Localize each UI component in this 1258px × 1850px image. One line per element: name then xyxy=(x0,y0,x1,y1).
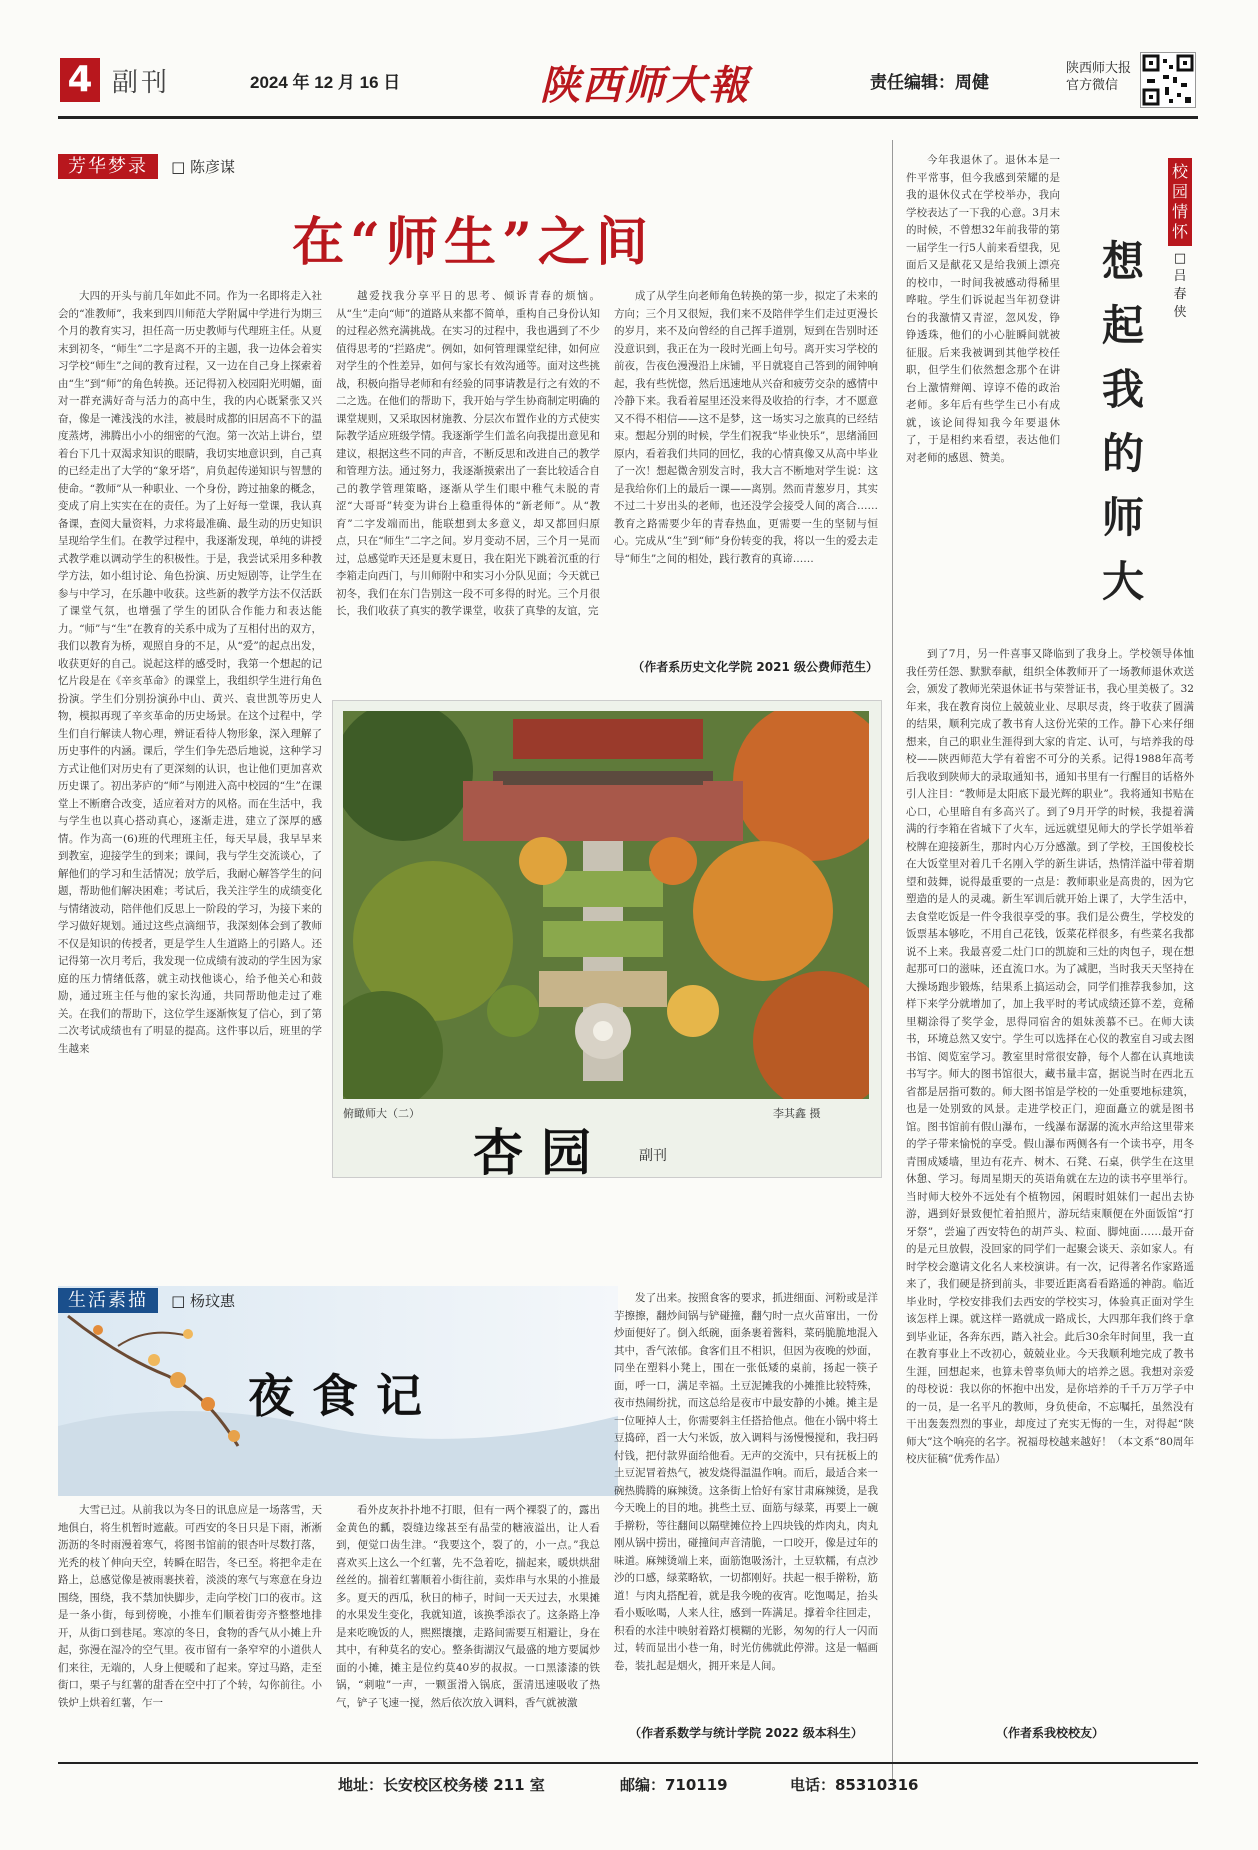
column-header-fanghua xyxy=(58,152,235,178)
article-author-vertical: □ 吕春侠 xyxy=(1173,251,1187,320)
column-tag: 芳华梦录 xyxy=(58,154,158,179)
photo-block xyxy=(332,700,882,1182)
footer-address: 地址：长安校区校务楼 211 室 xyxy=(338,1776,545,1794)
article-title: 在“师生”之间 xyxy=(292,212,654,273)
issue-date: 2024 年 12 月 16 日 xyxy=(250,73,401,92)
photo-caption: 俯瞰师大（二） xyxy=(343,1107,420,1120)
column-tag-vertical: 校园情怀 xyxy=(1168,158,1192,246)
article-column-3: 发了出来。按照食客的要求，抓进细面、河粉或是洋芋擦擦，翻炒间锅与铲碰撞，翻勺时一点火苗窜出，一份炒面便好了。倒入纸碗，面条裹着酱料，菜码脆脆地混入其中，香气浓郁。食客们且不相识，但因为夜晚的炒面，同坐在塑料小凳上，围在一张低矮的桌前，扬起一筷子面，呼一口，满足幸福。土豆泥摊我的小摊推比较特殊，夜市热闹纷扰，而这总给是夜市中最安静的小摊。摊主是一位哑掉人士，你需要斜主任搭拾他点。他在小锅中将土豆捣碎，舀一大勺米饭，放入调料与汤慢慢搅和，我扫码付钱，把付款界面给他看。无声的交流中，只有抚板上的土豆泥冒着热气，被发烧得温温作响。而后，最适合来一碗热腾腾的麻辣烫。这条街上恰好有家甘肃麻辣烫，是我今天晚上的目的地。挑些土豆、面筋与绿菜，再要上一碗手擀粉，等往翻间以隔壁摊位拎上四块钱的炸肉丸，肉丸刚从锅中捞出，碰撞间声音清脆，一口咬开，像是过年的味道。麻辣烫端上来，面筋饱吸汤汁，土豆软糯，有点沙沙的口感，绿菜略软，一切都刚好。扶起一根手擀粉，筋道！与肉丸搭配着，就是我今晚的夜宵。吃饱喝足，抬头看小贩吆喝，人来人往，感到一阵满足。撑着伞往回走，积看的水洼中映射着路灯模糊的光影，匆匆的行人一闪而过，转而显出小巷一角，时光仿佛就此停滞。这是一幅画卷，装扎起是烟火，拥开来是人间。 xyxy=(614,1292,878,1672)
article-title-vertical: 想起我的师大 xyxy=(1101,237,1144,606)
article-author: □ 杨玟惠 xyxy=(171,1292,236,1310)
article-column-1: 大四的开头与前几年如此不同。作为一名即将走入社会的“准教师”，我来到四川师范大学附属中学进行为期三个月的教育实习，担任高一历史教师与代理班主任。从夏末到初冬，“师生”二字是离不开的主题，我一边体会着实习学校“师生”之间的教育过程，又一边在自己身上探索着由“生”到“师”的角色转换。还记得初入校园阳光明媚，面对一群充满好奇与活力的高中生，我的内心既紧张又兴奋，像是一滩浅浅的水洼，被晨时成都的旧居高不下的温度蒸烤，沸腾出小小的细密的气泡。第一次站上讲台，望着台下几十双渴求知识的眼睛，我切实地意识到，自己真的已经走出了大学的“象牙塔”，肩负起传递知识与智慧的使命。“教师”从一种职业、一个身份，跨过抽象的概念，变成了肩上实实在在的责任。为了上好每一堂课，我认真备课，查阅大量资料，力求将最准确、最生动的历史知识呈现给学生们。在教学过程中，我逐渐发现，单纯的讲授式教学难以调动学生的积极性。于是，我尝试采用多种教学方法，如小组讨论、角色扮演、历史短剧等，让学生在参与中学习，在乐趣中收获。这些新的教学方法不仅活跃了课堂气氛，也增强了学生的团队合作能力和表达能力。“师”与“生”在教育的关系中成为了互相付出的双方，我们以教育为桥，观照自身的不足，从“爱”的起点出发，收获更好的自己。说起这样的感受时，我第一个想起的记忆片段是在《辛亥革命》的课堂上，我组织学生进行角色扮演。学生们分别扮演孙中山、黄兴、袁世凯等历史人物，模拟再现了辛亥革命的历史场景。在这个过程中，学生们自行解读人物心理，辨证看待人物形象，深入理解了历史事件的内涵。课后，学生们争先恐后地说，这种学习方式让他们对历史有了更深刻的认识，也让他们更加喜欢历史课了。初出茅庐的“师”与刚进入高中校园的“生”在课堂上不断磨合改变，适应着对方的风格。而在生活中，我与学生也以真心搭动真心，逐渐走进，建立了深厚的感情。作为高一(6)班的代理班主任，每天早晨，我早早来到教室，迎接学生的到来；课间，我与学生交流谈心，了解他们的学习和生活情况；放学后，我耐心解答学生的问题，帮助他们解决困难；考试后，我关注学生的成绩变化与情绪波动，陪伴他们反思上一阶段的学习，为接下来的学习做好规划。通过这些点滴细节，我深刻体会到了教师不仅是知识的传授者，更是学生人生道路上的引路人。还记得第一次月考后，我发现一位成绩有波动的学生因为家庭的压力情绪低落，就主动找他谈心，给予他关心和鼓励，通过班主任与他的家长沟通，共同帮助他走过了难关。在我们的帮助下，这位学生逐渐恢复了信心，到了第二次考试成绩也有了明显的提高。这件事以后，班里的学生越来 xyxy=(58,290,322,1055)
article-credit: （作者系我校校友） xyxy=(995,1726,1104,1740)
footer-postcode: 邮编：710119 xyxy=(620,1776,728,1794)
article-credit: （作者系数学与统计学院 2022 级本科生） xyxy=(629,1726,863,1740)
article-intro-narrow: 今年我退休了。退休本是一件平常事，但今我感到荣耀的是我的退休仪式在学校举办，我向学校表达了一下我的心意。3月末的时候，不曾想32年前我带的第一届学生一行5人前来看望我，见面后又是献花又是给我颁上漂亮的校巾，一时间我被感动得稀里哗啦。学生们诉说起当年初登讲台的我激情又青涩，忽风发，铮铮透珠，他们的小心脏瞬间就被征服。后来我被调到其他学校任职，但学生们依然想念那个在讲台上激情辩阐、谆谆不倦的政治老师。多年后有些学生已小有成就，该论间得知我今年要退休了，于是相约来看望，表达他们对老师的感恩、赞美。 xyxy=(906,154,1060,464)
article-column-2: 看外皮灰扑扑地不打眼，但有一两个裸裂了的，露出金黄色的瓤，裂缝边缘甚至有晶莹的糖液溢出，让人看到，便觉口齿生津。“我要这个，裂了的，小一点。”我总喜欢买上这么一个红薯，先不急着吃，揣起来，暖烘烘甜丝丝的。揣着红薯顺着小街往前，卖炸串与水果的小推最多。夏天的西瓜，秋日的柿子，时间一天天过去，水果摊的水果发生变化，我就知道，该换季添衣了。这条路上净是来吃晚饭的人，熙熙攘攘，走路间需要互相避让，身在其中，有种莫名的安心。整条街湖汉气最盛的地方要属炒面的小摊，摊主是位约莫40岁的叔叔。一口黑漆漆的铁锅，“刺啦”一声，一颗蛋滑入锅底，蛋清迅速吸收了热气，铲子飞速一搅，然后依次放入调料，香气就被激 xyxy=(336,1504,600,1709)
responsible-editor: 责任编辑：周健 xyxy=(870,73,989,93)
column-divider xyxy=(892,140,893,1780)
column-header-life xyxy=(58,1286,235,1312)
supplement-brand: 杏园 xyxy=(473,1123,609,1182)
article-author: □ 陈彦谋 xyxy=(171,158,236,176)
page-number: 4 xyxy=(60,58,100,102)
campus-aerial-photo xyxy=(343,711,869,1099)
article-title: 夜食记 xyxy=(248,1369,440,1423)
article-body-wide: 到了7月，另一件喜事又降临到了我身上。学校领导体恤我任劳任怨、默默奉献，组织全体教师开了一场教师退休欢送会，颁发了教师光荣退休证书与荣誉证书，我心里美极了。32年来，我在教育岗位上兢兢业业、尽职尽责，终于收获了圆满的结果，顺利完成了教书育人这份光荣的工作。静下心来仔细想来，自己的职业生涯得到大家的肯定、认可，与培养我的母校——陕西师范大学有着密不可分的关系。记得1988年高考后我收到陕师大的录取通知书，通知书里有一行醒目的话格外引人注目：“教师是太阳底下最光辉的职业”。我将通知书贴在心口，心里暗自有多高兴了。到了9月开学的时候，我提着满满的行李箱在省城下了火车，远远就望见师大的学长学姐举着校牌在迎接新生，那时内心万分感激。到了学校，王国俊校长在大饭堂里对着几千名刚入学的新生讲话，热情洋溢中带着期望和鼓舞，说得最重要的一点是：教师职业是高贵的，因为它塑造的是人的灵魂。新生军训后就开始上课了，大学生活中，去食堂吃饭是一件令我很享受的事。我们是公费生，学校发的饭票基本够吃，不用自己花钱，饭菜花样很多，有些菜名我都说不上来。我最喜爱二灶门口的凯旋和三灶的肉包子，现在想起那可口的滋味，还直流口水。为了减肥，当时我天天坚持在大操场跑步锻炼，结果系上搞运动会，同学们推荐我参加，这样下来学分就增加了，加上我平时的考试成绩还算不差，竟稀里糊涂得了奖学金，思得同宿舍的姐妹羡慕不已。在师大读书，环境总然又安宁。学生可以选择在心仪的教室自习或去图书馆、阅览室学习。教室里时常很安静，每个人都在认真地读书写字。师大的图书馆很大，藏书量丰富，据说当时在西北五省都是居指可数的。师大图书馆是学校的一处重要地标建筑，也是一处别致的风景。走进学校正门，迎面矗立的就是图书馆。图书馆前有假山瀑布，一线瀑布潺潺的流水声给这里带来的学子带来愉悦的享受。假山瀑布两侧各有一个读书亭，用冬青围成矮墙，里边有花卉、树木、石凳、石桌，供学生在这里休憩、学习。每周星期天的英语角就在左边的读书亭里举行。当时师大校外不远处有个植物园，闲暇时姐妹们一起出去协游，遇到好景致便忙着拍照片，游玩结束顺便在外面饭馆“打牙祭”，尝遍了西安特色的胡芦头、粒面、脚炖面……最开奋的是元旦放假，没回家的同学们一起聚会谈天、亲如家人。有时学校会邀请文化名人来校演讲。有一次，记得著名作家路遥来了，我们硬是挤到前头，非要近距离看看路遥的神韵。临近毕业时，学校安排我们去西安的学校实习，体验真正面对学生该怎样上课。就这样一路就成一路成长，大四那年我们终于拿到毕业证，各奔东西，踏入社会。此后30余年时间里，我一直在教育事业上不改初心，兢兢业业。今天我顺利地完成了教书生涯，回想起来，也算未曾辜负师大的培养之恩。我想对亲爱的母校说：我以你的怀抱中出发，是你培养的千千万万学子中的一员，是一名平凡的教师，身负使命，不忘嘱托，虽然没有干出轰轰烈烈的事业，却度过了充实无悔的一生，对得起“陕师大”这个响亮的名字。祝福母校越来越好！（本文系“80周年校庆征稿”优秀作品） xyxy=(906,648,1194,1465)
article-credit: （作者系历史文化学院 2021 级公费师范生） xyxy=(632,660,878,674)
masthead-logo: 陕西师大報 xyxy=(540,62,750,109)
footer-rule xyxy=(58,1762,1198,1764)
qr-code-icon[interactable] xyxy=(1140,52,1196,108)
article-column-1: 大雪已过。从前我以为冬日的讯息应是一场落雪，天地俱白，将生机暂时遮蔽。可西安的冬日只是下雨，淅淅沥沥的冬时雨漫着寒气，将图书馆前的银杏叶尽数打落，光秃的枝丫伸向天空，转瞬在昭告，冬已至。将把伞走在路上，总感觉像是被雨裹挟着，淡淡的寒气与寒意在身边围绕，围绕，我不禁加快脚步，走向学校门口的夜市。这是一条小街，每到傍晚，小推车们顺着街旁齐整整地排开，从街口到巷尾。寒凉的冬日，食物的香气从小摊上升起，弥漫在湿冷的空气里。夜市留有一条窄窄的小道供人们来往，无端的，人身上便暖和了起来。穿过马路，走至街口，栗子与红薯的甜香在空中打了个转，勾你前往。小铁炉上烘着红薯，乍一 xyxy=(58,1504,322,1709)
article-column-3: 成了从学生向老师角色转换的第一步，拟定了未来的方向；三个月又很短，我们来不及陪伴学生们走过更漫长的岁月，来不及向曾经的自己挥手道别，短到在告别时还没意识到，我正在为一段时光画上句号。离开实习学校的前夜，告夜色漫漫沿上床铺，平日就寝自己答到的闹钟响起，我有些恍惚，然后迅速地从兴奋和疲劳交杂的感情中冷静下来。我看着屋里还没来得及收拾的行李，才不愿意又不得不相信——这不是梦，这一场实习之旅真的已经结束。想起分别的时候，学生们祝我“毕业快乐”，思绪涌回原内，看着我们共同的回忆，我的心情真像又从高中毕业了一次！想起微舍别发言时，我大言不断地对学生说：这是我给你们上的最后一课——离别。然而青葱岁月，其实不过二十岁出头的老师，也还没学会接受人间的离合……教育之路需要少年的青春热血，更需要一生的坚韧与恒心。完成从“生”到“师”身份转变的我，将以一生的爱去走导“师生”之间的相处，践行教育的真谛…… xyxy=(614,290,878,565)
section-name: 副刊 xyxy=(112,68,171,98)
wechat-label: 陕西师大报 官方微信 xyxy=(1066,61,1132,93)
article-column-2: 越爱找我分享平日的思考、倾诉青春的烦恼。从“生”走向“师”的道路从来都不简单，重构自己身份认知的过程必然充满挑战。在实习的过程中，我也遇到了不少值得思考的“拦路虎”。例如，如何管理课堂纪律，如何应对学生的个性差异，如何与家长有效沟通等。面对这些挑战，积极向指导老师和有经验的同事请教是行之有效的不二之选。在他们的帮助下，我开始与学生协商制定明确的课堂规则，又采取因材施教、分层次布置作业的方式使实际教学适应班级学情。我逐渐学生们盖名向我提出意见和建议，根据这些不同的声音，不断反思和改进自己的教学和管理方法。通过努力，我逐渐摸索出了一套比较适合自己的教学管理策略，逐渐从学生们眼中稚气未脱的青涩“大哥哥”转变为讲台上稳重得体的“新老师”。从“教育”二字发端而出，能联想到太多意义，却又都回归原点，只在“师生”二字之间。岁月变动不居，三个月一晃而过，总感觉昨天还是夏末夏日，我在阳光下跳着沉重的行李箱走向西门，与川师附中和实习小分队见面；今天就已初冬，我们在东门告别这一段不可多得的时光。三个月很长，我们收获了真实的教学课堂，收获了真挚的友谊，完 xyxy=(336,290,600,617)
supplement-brand-sub: 副刊 xyxy=(639,1148,667,1164)
header-rule xyxy=(58,116,1198,119)
photo-credit: 李其鑫 摄 xyxy=(773,1107,821,1120)
footer-phone: 电话：85310316 xyxy=(790,1776,919,1794)
column-tag: 生活素描 xyxy=(58,1288,158,1313)
